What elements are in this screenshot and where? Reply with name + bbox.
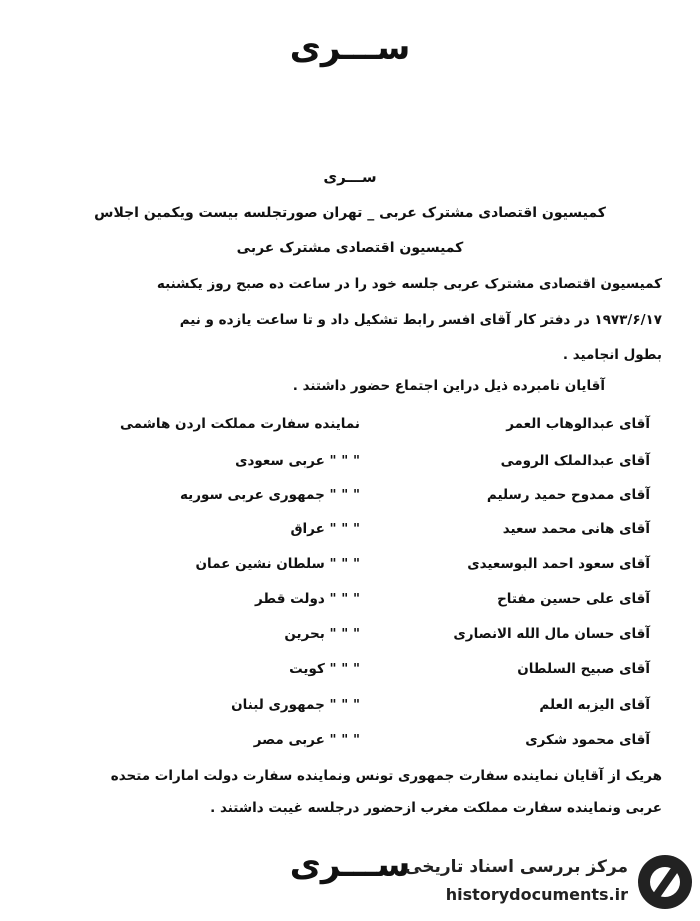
attendee-role: " " " جمهوری لبنان: [231, 697, 360, 713]
attendee-name: آقای حسان مال الله الانصاری: [453, 626, 650, 642]
attendee-role: نماینده سفارت مملکت اردن هاشمی: [119, 416, 360, 432]
classification-label: ســـری: [323, 168, 377, 186]
classification-header: ســـری: [289, 28, 411, 68]
attendee-name: آقای محمود شکری: [525, 732, 650, 748]
document-title: کمیسیون اقتصادی مشترک عربی _ تهران صورتجلسه بیست ویکمین اجلاس: [94, 205, 606, 221]
attendee-name: آقای عبدالملک الرومی: [500, 453, 650, 469]
attendee-row: [40, 591, 650, 613]
attendee-role: " " " دولت قطر: [255, 591, 360, 607]
attendees-intro: آقایان نامبرده ذیل دراین اجتماع حضور داشتند .: [292, 378, 605, 394]
attendee-name: آقای سعود احمد البوسعیدی: [467, 556, 650, 572]
archive-logo-icon: [638, 855, 692, 909]
attendee-row: [40, 487, 650, 509]
paragraph-line-3: بطول انجامید .: [562, 347, 662, 363]
paragraph-line-1: کمیسیون اقتصادی مشترک عربی جلسه خود را در ساعت ده صبح روز یکشنبه: [156, 276, 662, 292]
attendee-row: [40, 416, 650, 438]
attendee-name: آقای هانی محمد سعید: [502, 521, 650, 537]
attendee-role: " " " جمهوری عربی سوریه: [179, 487, 360, 503]
attendee-row: [40, 453, 650, 475]
attendee-row: [40, 732, 650, 754]
attendee-role: " " " کویت: [289, 661, 360, 677]
document-subtitle: کمیسیون اقتصادی مشترک عربی: [236, 240, 464, 256]
attendee-name: آقای علی حسین مفتاح: [497, 591, 650, 607]
attendee-name: آقای عبدالوهاب العمر: [506, 416, 650, 432]
paragraph-line-2: ۱۹۷۳/۶/۱۷ در دفتر کار آقای افسر رابط تشکیل داد و تا ساعت یازده و نیم: [179, 312, 662, 328]
attendee-row: [40, 556, 650, 578]
archive-watermark: [392, 851, 692, 913]
attendee-role: " " " بحرین: [284, 626, 360, 642]
attendee-name: آقای صبیح السلطان: [517, 661, 650, 677]
attendee-row: [40, 697, 650, 719]
attendee-role: " " " عربی سعودی: [235, 453, 360, 469]
absence-note-line-1: هریک از آقایان نماینده سفارت جمهوری تونس ونماینده سفارت دولت امارات متحده: [110, 768, 662, 784]
attendee-row: [40, 661, 650, 683]
attendee-name: آقای ممدوح حمید رسلیم: [486, 487, 650, 503]
attendee-role: " " " عراق: [290, 521, 360, 537]
absence-note-line-2: عربی ونماینده سفارت مملکت مغرب ازحضور درجلسه غیبت داشتند .: [210, 800, 662, 816]
classification-footer: ســـری: [289, 845, 411, 885]
attendee-name: آقای الیزبه العلم: [539, 697, 650, 713]
watermark-url: historydocuments.ir: [445, 885, 628, 904]
attendee-row: [40, 626, 650, 648]
attendee-row: [40, 521, 650, 543]
attendee-role: " " " عربی مصر: [253, 732, 360, 748]
attendee-role: " " " سلطان نشین عمان: [195, 556, 360, 572]
watermark-title: مرکز بررسی اسناد تاریخی: [405, 857, 628, 877]
